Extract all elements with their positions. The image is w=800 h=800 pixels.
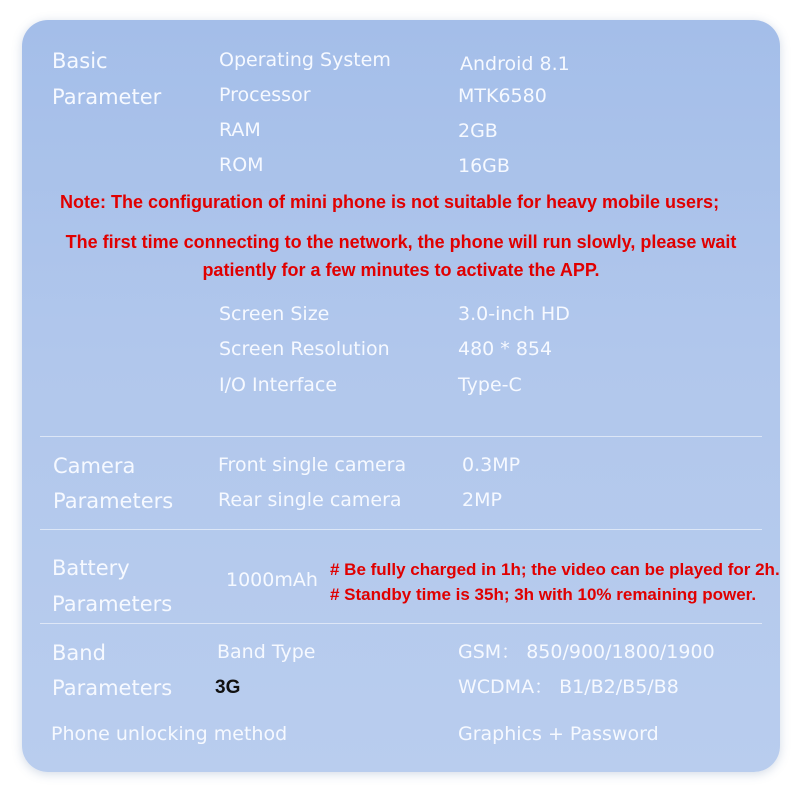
- battery-standby-note: # Standby time is 35h; 3h with 10% remaining power.: [330, 585, 757, 604]
- camera-category-line1: Camera: [53, 454, 136, 478]
- screen-size-label: Screen Size: [219, 303, 330, 325]
- os-label: Operating System: [219, 49, 391, 71]
- io-interface-label: I/O Interface: [219, 374, 338, 396]
- os-value: Android 8.1: [460, 53, 570, 75]
- camera-category-line2: Parameters: [53, 489, 174, 513]
- screen-resolution-label: Screen Resolution: [219, 338, 390, 360]
- unlock-method-value: Graphics + Password: [458, 723, 659, 745]
- basic-category-line2: Parameter: [52, 85, 162, 109]
- battery-charge-note: # Be fully charged in 1h; the video can be played for 2h.: [330, 560, 780, 579]
- battery-category-line2: Parameters: [52, 592, 173, 616]
- battery-capacity-value: 1000mAh: [226, 569, 318, 591]
- band-type-value: 3G: [215, 677, 241, 698]
- screen-resolution-value: 480 * 854: [458, 338, 553, 360]
- unlock-method-label: Phone unlocking method: [51, 723, 288, 745]
- divider: [40, 529, 762, 530]
- divider: [40, 623, 762, 624]
- front-camera-label: Front single camera: [218, 454, 407, 476]
- divider: [40, 436, 762, 437]
- basic-category-line1: Basic: [52, 49, 108, 73]
- battery-category-line1: Battery: [52, 556, 130, 580]
- ram-label: RAM: [219, 119, 261, 141]
- screen-size-value: 3.0-inch HD: [458, 303, 570, 325]
- processor-value: MTK6580: [458, 85, 547, 107]
- ram-value: 2GB: [458, 120, 498, 142]
- note-network-line1: The first time connecting to the network, the phone will run slowly, please wait: [65, 232, 737, 252]
- rear-camera-value: 2MP: [462, 489, 502, 511]
- spec-card: [22, 20, 780, 772]
- processor-label: Processor: [219, 84, 311, 106]
- gsm-bands-value: GSM： 850/900/1800/1900: [458, 641, 715, 663]
- rom-label: ROM: [219, 154, 264, 176]
- wcdma-bands-value: WCDMA： B1/B2/B5/B8: [458, 676, 679, 698]
- note-network-line2: patiently for a few minutes to activate the APP.: [202, 260, 600, 280]
- band-category-line1: Band: [52, 641, 106, 665]
- band-category-line2: Parameters: [52, 676, 173, 700]
- front-camera-value: 0.3MP: [462, 454, 521, 476]
- band-type-label: Band Type: [217, 641, 316, 663]
- note-heavy-users: Note: The configuration of mini phone is not suitable for heavy mobile users;: [60, 192, 720, 212]
- rear-camera-label: Rear single camera: [218, 489, 402, 511]
- io-interface-value: Type-C: [458, 374, 522, 396]
- rom-value: 16GB: [458, 155, 510, 177]
